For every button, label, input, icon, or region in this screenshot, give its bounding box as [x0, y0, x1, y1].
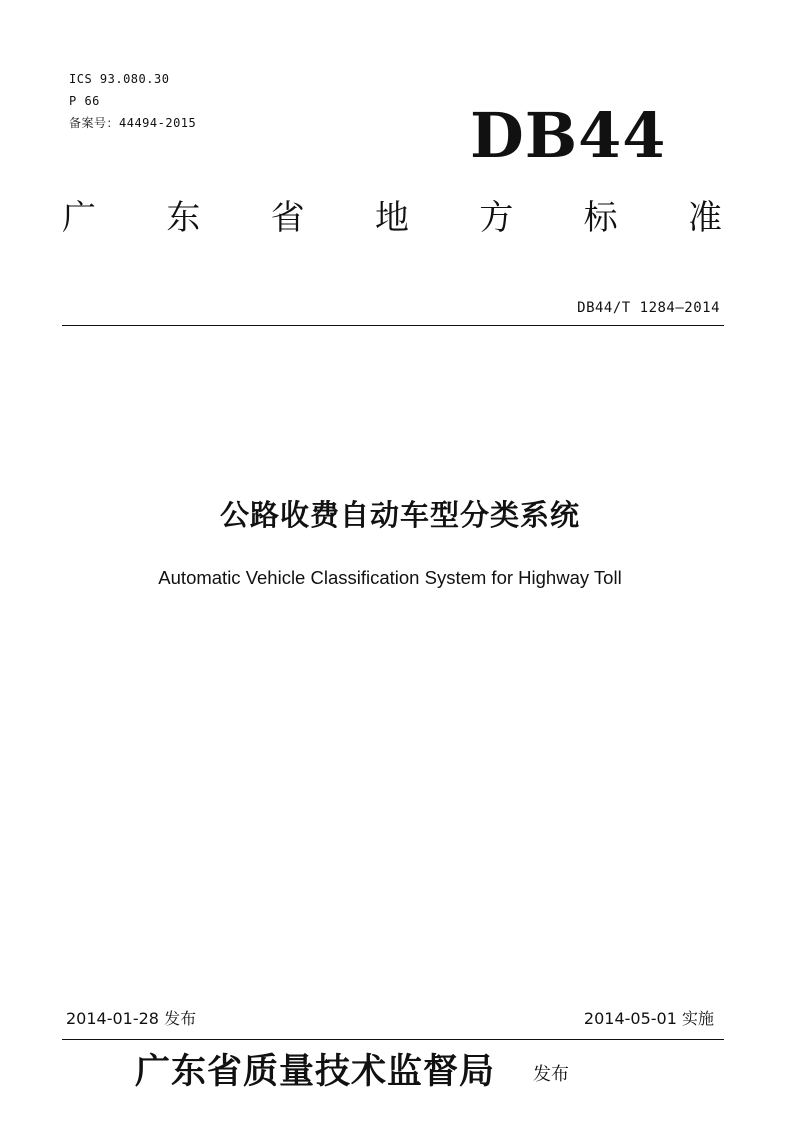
issuer-suffix: 发布 [533, 1064, 570, 1085]
issue-date: 2014-01-28 发布 [66, 1009, 197, 1028]
issuer [135, 1044, 695, 1100]
standard-logo: DB44 [470, 99, 667, 172]
issuer-name: 广东省质量技术监督局 [135, 1051, 496, 1092]
bottom-divider [62, 1039, 724, 1040]
standard-number: DB44/T 1284—2014 [577, 300, 720, 316]
implementation-date: 2014-05-01 实施 [583, 1009, 714, 1028]
category-char: 方 [479, 198, 514, 238]
standard-category [62, 192, 722, 244]
category-char: 省 [270, 198, 305, 238]
category-char: 地 [374, 198, 409, 238]
top-divider [62, 325, 724, 326]
category-char: 东 [166, 198, 201, 238]
title-english: Automatic Vehicle Classification System for Highway Toll [158, 567, 622, 588]
category-char: 准 [687, 198, 722, 238]
classification-block [69, 68, 196, 134]
ics-code: ICS 93.080.30 [69, 72, 170, 86]
classification-code: P 66 [69, 94, 100, 108]
title-chinese: 公路收费自动车型分类系统 [219, 498, 580, 532]
category-char: 标 [583, 198, 618, 238]
filing-number: 备案号：44494-2015 [69, 116, 197, 130]
category-char: 广 [62, 198, 96, 238]
